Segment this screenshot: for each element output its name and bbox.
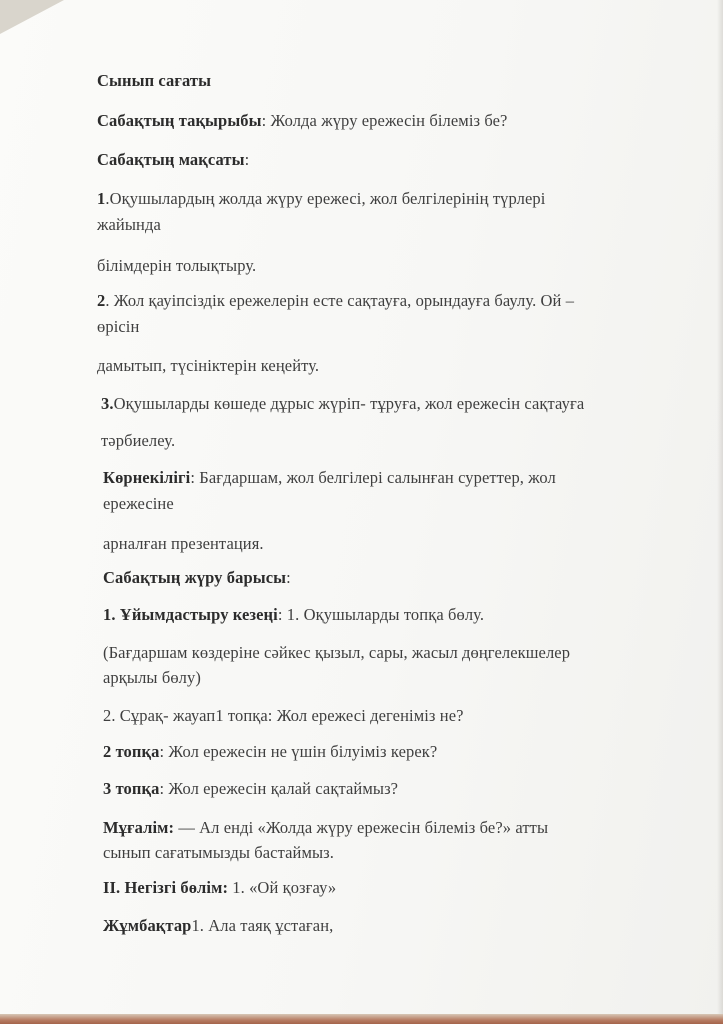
visual-line3: арналған презентация.	[103, 534, 264, 553]
goal3-line1	[101, 394, 584, 414]
stage1-line	[103, 605, 484, 625]
riddles-text: 1. Ала таяқ ұстаған,	[191, 916, 334, 935]
goal1-text: .Оқушылардың жолда жүру ережесі, жол белгілерінің түрлері	[105, 189, 546, 208]
group3-text: : Жол ережесін қалай сақтаймыз?	[159, 779, 399, 798]
group3-line	[103, 779, 398, 799]
stage1-note-line1: (Бағдаршам көздеріне сәйкес қызыл, сары, жасыл дөңгелекшелер	[103, 643, 571, 662]
goal1-line3: білімдерін толықтыру.	[97, 256, 257, 275]
goal2-line2: өрісін	[97, 317, 140, 336]
group3-label: 3 топқа	[103, 779, 160, 798]
goal1-line1	[97, 189, 545, 209]
goal3-number: 3.	[101, 394, 114, 413]
stage1-note-line2: арқылы бөлу)	[103, 668, 201, 687]
visual-line1	[103, 468, 556, 488]
goal-label: Сабақтың мақсаты	[97, 150, 245, 169]
teacher-line1	[103, 818, 548, 838]
course-heading	[103, 568, 291, 588]
part2-label: II. Негізгі бөлім:	[103, 878, 229, 897]
qa-line: 2. Сұрақ- жауап1 топқа: Жол ережесі дегеніміз не?	[103, 706, 464, 725]
part2-line	[103, 878, 336, 898]
goal3-line2: тәрбиелеу.	[101, 431, 176, 450]
goal-heading	[97, 150, 249, 170]
riddles-line	[103, 916, 333, 936]
visual-line2: ережесіне	[103, 494, 174, 513]
goal1-line2: жайында	[97, 215, 161, 234]
teacher-label: Мұғалім:	[103, 818, 175, 837]
goal2-line1	[97, 291, 574, 311]
group2-label: 2 топқа	[103, 742, 160, 761]
part2-text: 1. «Ой қозғау»	[228, 878, 337, 897]
topic-label: Сабақтың тақырыбы	[97, 111, 262, 130]
document-heading: Сынып сағаты	[97, 71, 212, 90]
goal2-number: 2	[97, 291, 106, 310]
topic-line	[97, 111, 507, 131]
stage1-label: 1. Ұйымдастыру кезеңі	[103, 605, 278, 624]
goal-colon: :	[244, 150, 250, 169]
group2-line	[103, 742, 437, 762]
goal2-text: . Жол қауіпсіздік ережелерін есте сақтауға, орындауға баулу. Ой –	[105, 291, 575, 310]
stage1-text: : 1. Оқушыларды топқа бөлу.	[277, 605, 485, 624]
teacher-text: — Ал енді «Жолда жүру ережесін білеміз бе?» атты	[174, 818, 549, 837]
goal2-line3: дамытып, түсініктерін кеңейту.	[97, 356, 320, 375]
visual-label: Көрнекілігі	[103, 468, 191, 487]
riddles-label: Жұмбақтар	[103, 916, 192, 935]
topic-text: : Жолда жүру ережесін білеміз бе?	[261, 111, 508, 130]
course-colon: :	[286, 568, 291, 587]
goal3-text: Оқушыларды көшеде дұрыс жүріп- тұруға, жол ережесін сақтауға	[113, 394, 585, 413]
goal1-number: 1	[97, 189, 106, 208]
group2-text: : Жол ережесін не үшін білуіміз керек?	[159, 742, 438, 761]
visual-text: : Бағдаршам, жол белгілері салынған суреттер, жол	[190, 468, 556, 487]
course-label: Сабақтың жүру барысы	[103, 568, 287, 587]
teacher-line2: сынып сағатымызды бастаймыз.	[103, 843, 335, 862]
